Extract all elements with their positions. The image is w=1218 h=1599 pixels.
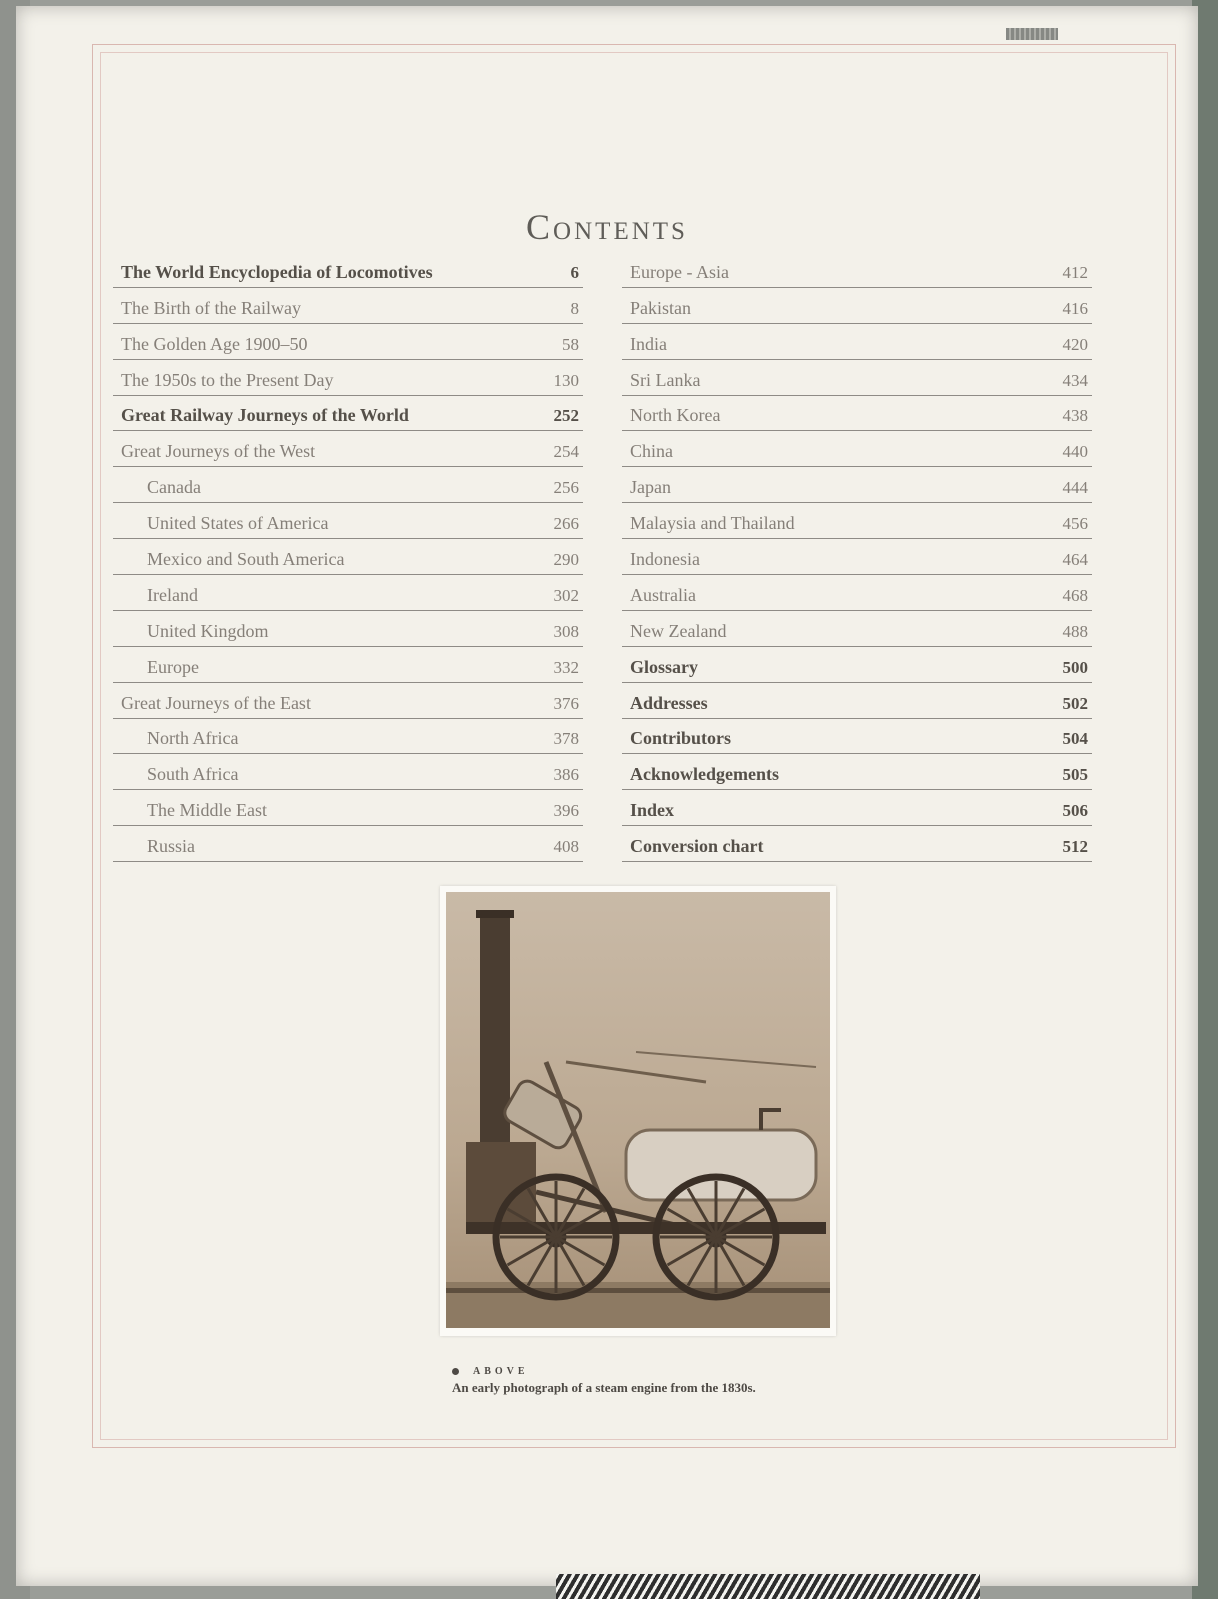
- entry-label: Glossary: [630, 656, 699, 677]
- contents-entry: [113, 539, 583, 575]
- contents-entry: [113, 683, 583, 719]
- contents-entry: [622, 539, 1092, 575]
- contents-entry: [622, 719, 1092, 755]
- contents-entry: [622, 431, 1092, 467]
- contents-entry: [113, 396, 583, 432]
- contents-entry: [622, 611, 1092, 647]
- entry-page-number: 254: [553, 442, 579, 462]
- entry-page-number: 290: [553, 550, 579, 570]
- contents-entry: [113, 431, 583, 467]
- entry-page-number: 506: [1062, 801, 1088, 821]
- contents-entry: [113, 467, 583, 503]
- entry-label: Great Journeys of the West: [121, 441, 316, 462]
- contents-entry: [622, 288, 1092, 324]
- contents-entry: [622, 790, 1092, 826]
- book-page: [16, 6, 1198, 1586]
- contents-entry: [622, 647, 1092, 683]
- entry-page-number: 266: [553, 514, 579, 534]
- contents-entry: [113, 324, 583, 360]
- contents-entry: [113, 252, 583, 288]
- entry-label: China: [630, 441, 673, 462]
- contents-entry: [113, 575, 583, 611]
- entry-page-number: 468: [1062, 585, 1088, 605]
- entry-page-number: 416: [1062, 298, 1088, 318]
- entry-page-number: 456: [1062, 514, 1088, 534]
- contents-entry: [113, 611, 583, 647]
- contents-entry: [113, 647, 583, 683]
- entry-page-number: 386: [553, 765, 579, 785]
- entry-page-number: 444: [1062, 478, 1088, 498]
- entry-page-number: 505: [1062, 765, 1088, 785]
- entry-label: The Birth of the Railway: [121, 297, 301, 318]
- entry-page-number: 58: [562, 334, 579, 354]
- entry-label: Malaysia and Thailand: [630, 513, 795, 534]
- entry-label: Australia: [630, 584, 696, 605]
- entry-page-number: 420: [1062, 334, 1088, 354]
- entry-label: North Africa: [147, 728, 239, 749]
- contents-entry: [113, 790, 583, 826]
- entry-label: Great Railway Journeys of the World: [121, 405, 409, 426]
- entry-label: Acknowledgements: [630, 764, 779, 785]
- contents-entry: [622, 252, 1092, 288]
- bullet-icon: [452, 1368, 459, 1375]
- caption-label: ABOVE: [473, 1366, 529, 1377]
- photo-caption: [452, 1366, 952, 1396]
- caption-text: An early photograph of a steam engine from the 1830s.: [452, 1380, 756, 1395]
- entry-label: Indonesia: [630, 549, 700, 570]
- entry-page-number: 6: [570, 262, 579, 282]
- contents-entry: [113, 288, 583, 324]
- contents-entry: [622, 575, 1092, 611]
- contents-entry: [622, 826, 1092, 862]
- page-title: Contents: [526, 207, 688, 247]
- entry-label: Great Journeys of the East: [121, 692, 311, 713]
- entry-label: The World Encyclopedia of Locomotives: [121, 261, 433, 282]
- contents-column-right: [622, 252, 1092, 862]
- contents-column-left: [113, 252, 583, 862]
- entry-page-number: 376: [553, 693, 579, 713]
- entry-label: Index: [630, 800, 675, 821]
- entry-page-number: 130: [553, 370, 579, 390]
- entry-label: Pakistan: [630, 297, 691, 318]
- entry-label: United Kingdom: [147, 620, 269, 641]
- entry-page-number: 252: [553, 406, 579, 426]
- entry-page-number: 302: [553, 585, 579, 605]
- entry-page-number: 396: [553, 801, 579, 821]
- entry-page-number: 512: [1062, 837, 1088, 857]
- entry-page-number: 308: [553, 621, 579, 641]
- contents-entry: [622, 360, 1092, 396]
- entry-page-number: 332: [553, 657, 579, 677]
- entry-page-number: 504: [1062, 729, 1088, 749]
- entry-label: Canada: [147, 477, 201, 498]
- entry-page-number: 434: [1062, 370, 1088, 390]
- entry-page-number: 412: [1062, 262, 1088, 282]
- contents-entry: [622, 396, 1092, 432]
- entry-page-number: 256: [553, 478, 579, 498]
- entry-label: Japan: [630, 477, 671, 498]
- contents-entry: [113, 826, 583, 862]
- entry-label: Addresses: [630, 692, 708, 713]
- entry-label: India: [630, 333, 667, 354]
- entry-page-number: 488: [1062, 621, 1088, 641]
- entry-page-number: 440: [1062, 442, 1088, 462]
- entry-label: Contributors: [630, 728, 732, 749]
- contents-entry: [113, 754, 583, 790]
- entry-label: New Zealand: [630, 620, 727, 641]
- entry-page-number: 438: [1062, 406, 1088, 426]
- entry-label: South Africa: [147, 764, 239, 785]
- entry-label: North Korea: [630, 405, 721, 426]
- contents-entry: [113, 360, 583, 396]
- entry-label: Conversion chart: [630, 836, 764, 857]
- binding-mark: [1006, 28, 1058, 40]
- steam-engine-photo: [446, 892, 830, 1328]
- contents-entry: [113, 719, 583, 755]
- entry-label: Russia: [147, 836, 196, 857]
- photo-frame: [440, 886, 836, 1336]
- entry-label: The Golden Age 1900–50: [121, 333, 308, 354]
- entry-page-number: 8: [570, 298, 579, 318]
- entry-label: Sri Lanka: [630, 369, 701, 390]
- entry-page-number: 502: [1062, 693, 1088, 713]
- contents-entry: [622, 683, 1092, 719]
- contents-entry: [113, 503, 583, 539]
- contents-entry: [622, 503, 1092, 539]
- entry-label: The 1950s to the Present Day: [121, 369, 334, 390]
- contents-entry: [622, 754, 1092, 790]
- entry-label: Europe: [147, 656, 199, 677]
- entry-label: The Middle East: [147, 800, 267, 821]
- entry-label: United States of America: [147, 513, 329, 534]
- spiral-binding: [556, 1574, 980, 1599]
- entry-label: Europe - Asia: [630, 261, 729, 282]
- entry-page-number: 500: [1062, 657, 1088, 677]
- contents-entry: [622, 324, 1092, 360]
- entry-page-number: 378: [553, 729, 579, 749]
- entry-page-number: 408: [553, 837, 579, 857]
- entry-page-number: 464: [1062, 550, 1088, 570]
- entry-label: Ireland: [147, 584, 198, 605]
- entry-label: Mexico and South America: [147, 549, 345, 570]
- contents-entry: [622, 467, 1092, 503]
